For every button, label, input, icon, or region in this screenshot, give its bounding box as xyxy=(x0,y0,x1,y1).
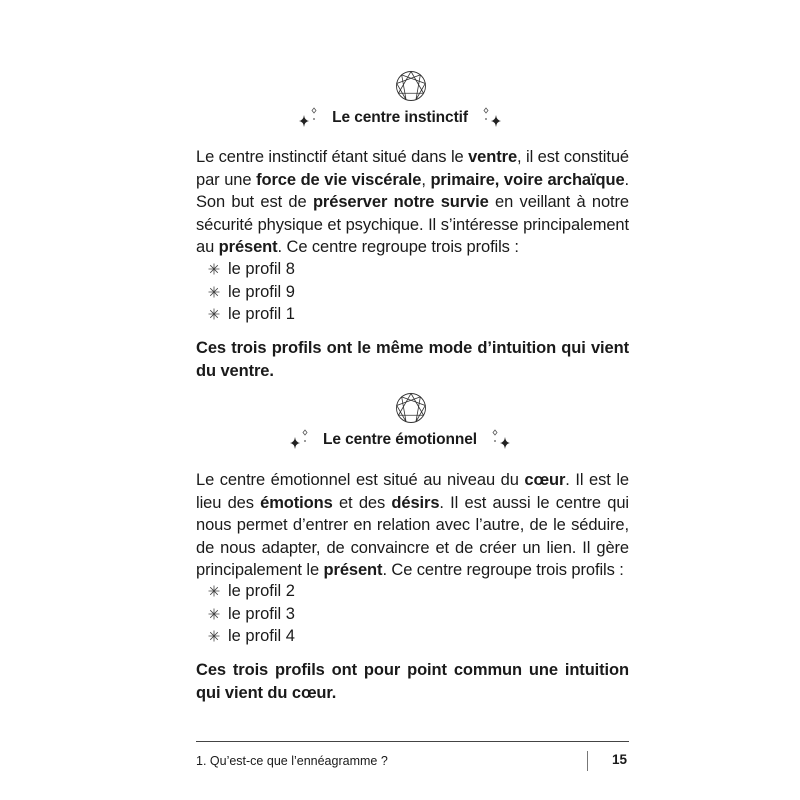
enneagram-icon xyxy=(395,70,427,102)
profile-label: le profil 3 xyxy=(228,604,295,623)
section-heading-row xyxy=(0,428,800,452)
emphasis-text: cœur xyxy=(524,471,566,489)
profile-list-item xyxy=(208,625,295,648)
profile-list xyxy=(208,258,295,326)
body-text: . Ce centre regroupe trois profils : xyxy=(277,238,519,256)
body-text: Le centre émotionnel est situé au niveau du xyxy=(196,471,525,489)
profile-list-item xyxy=(208,303,295,326)
profile-list xyxy=(208,580,295,648)
body-text: et des xyxy=(332,493,392,512)
sparkle-left-icon xyxy=(296,106,324,130)
page-number: 15 xyxy=(612,752,628,767)
footer-chapter-title: 1. Qu’est-ce que l’ennéagramme ? xyxy=(196,754,388,768)
enneagram-symbol xyxy=(395,70,427,102)
bullet-star-icon xyxy=(208,630,220,642)
bullet-star-icon xyxy=(208,263,220,275)
body-text: , il est constitué par une xyxy=(196,148,629,189)
profile-label: le profil 4 xyxy=(228,627,295,645)
enneagram-symbol xyxy=(395,392,427,424)
sparkle-right-icon xyxy=(485,428,513,452)
bullet-star-icon xyxy=(208,286,220,298)
body-text: en veillant à notre sécurité physique et psychique. Il s’intéresse principalement au xyxy=(196,193,629,256)
profile-label: le profil 9 xyxy=(228,282,295,301)
profile-list-item xyxy=(208,281,295,304)
sparkle-left-icon xyxy=(287,428,315,452)
body-text: , xyxy=(421,170,431,189)
section-heading: Le centre émotionnel xyxy=(323,431,477,448)
profile-list-item xyxy=(208,580,295,603)
section-heading: Le centre instinctif xyxy=(332,109,468,126)
enneagram-icon xyxy=(395,392,427,424)
section-paragraph xyxy=(196,469,629,582)
sparkle-right-icon xyxy=(476,106,504,130)
emphasis-text: ventre xyxy=(468,148,518,166)
emphasis-text: présent xyxy=(218,238,278,256)
bullet-star-icon xyxy=(208,608,220,620)
emphasis-text: force de vie viscérale xyxy=(256,170,422,189)
footer-divider xyxy=(587,751,588,771)
footer-rule xyxy=(196,741,629,742)
emphasis-text: préserver notre survie xyxy=(312,193,489,211)
profile-list-item xyxy=(208,258,295,281)
section-conclusion: Ces trois profils ont le même mode d’intuition qui vient du ventre. xyxy=(196,339,629,380)
emphasis-text: primaire, voire archaïque xyxy=(430,170,625,189)
section-paragraph xyxy=(196,146,629,259)
profile-label: le profil 1 xyxy=(228,305,295,323)
body-text: . Son but est de xyxy=(196,170,630,211)
bullet-star-icon xyxy=(208,308,220,320)
body-text: . Il est aussi le centre qui nous permet d’entrer en relation avec l’autre, de le séduire, de nous adapter, de convaincre et de créer un lien. Il gère principalement le xyxy=(196,493,629,579)
profile-list-item xyxy=(208,603,295,626)
emphasis-text: désirs xyxy=(391,493,440,512)
body-text: . Il est le lieu des xyxy=(196,471,630,512)
profile-label: le profil 8 xyxy=(228,260,295,278)
profile-label: le profil 2 xyxy=(228,582,295,600)
section-heading-row xyxy=(0,106,800,130)
section-conclusion: Ces trois profils ont pour point commun une intuition qui vient du cœur. xyxy=(196,661,629,702)
bullet-star-icon xyxy=(208,585,220,597)
emphasis-text: présent xyxy=(323,561,383,579)
emphasis-text: émotions xyxy=(260,493,333,512)
body-text: Le centre instinctif étant situé dans le xyxy=(196,148,469,166)
body-text: . Ce centre regroupe trois profils : xyxy=(382,561,624,579)
